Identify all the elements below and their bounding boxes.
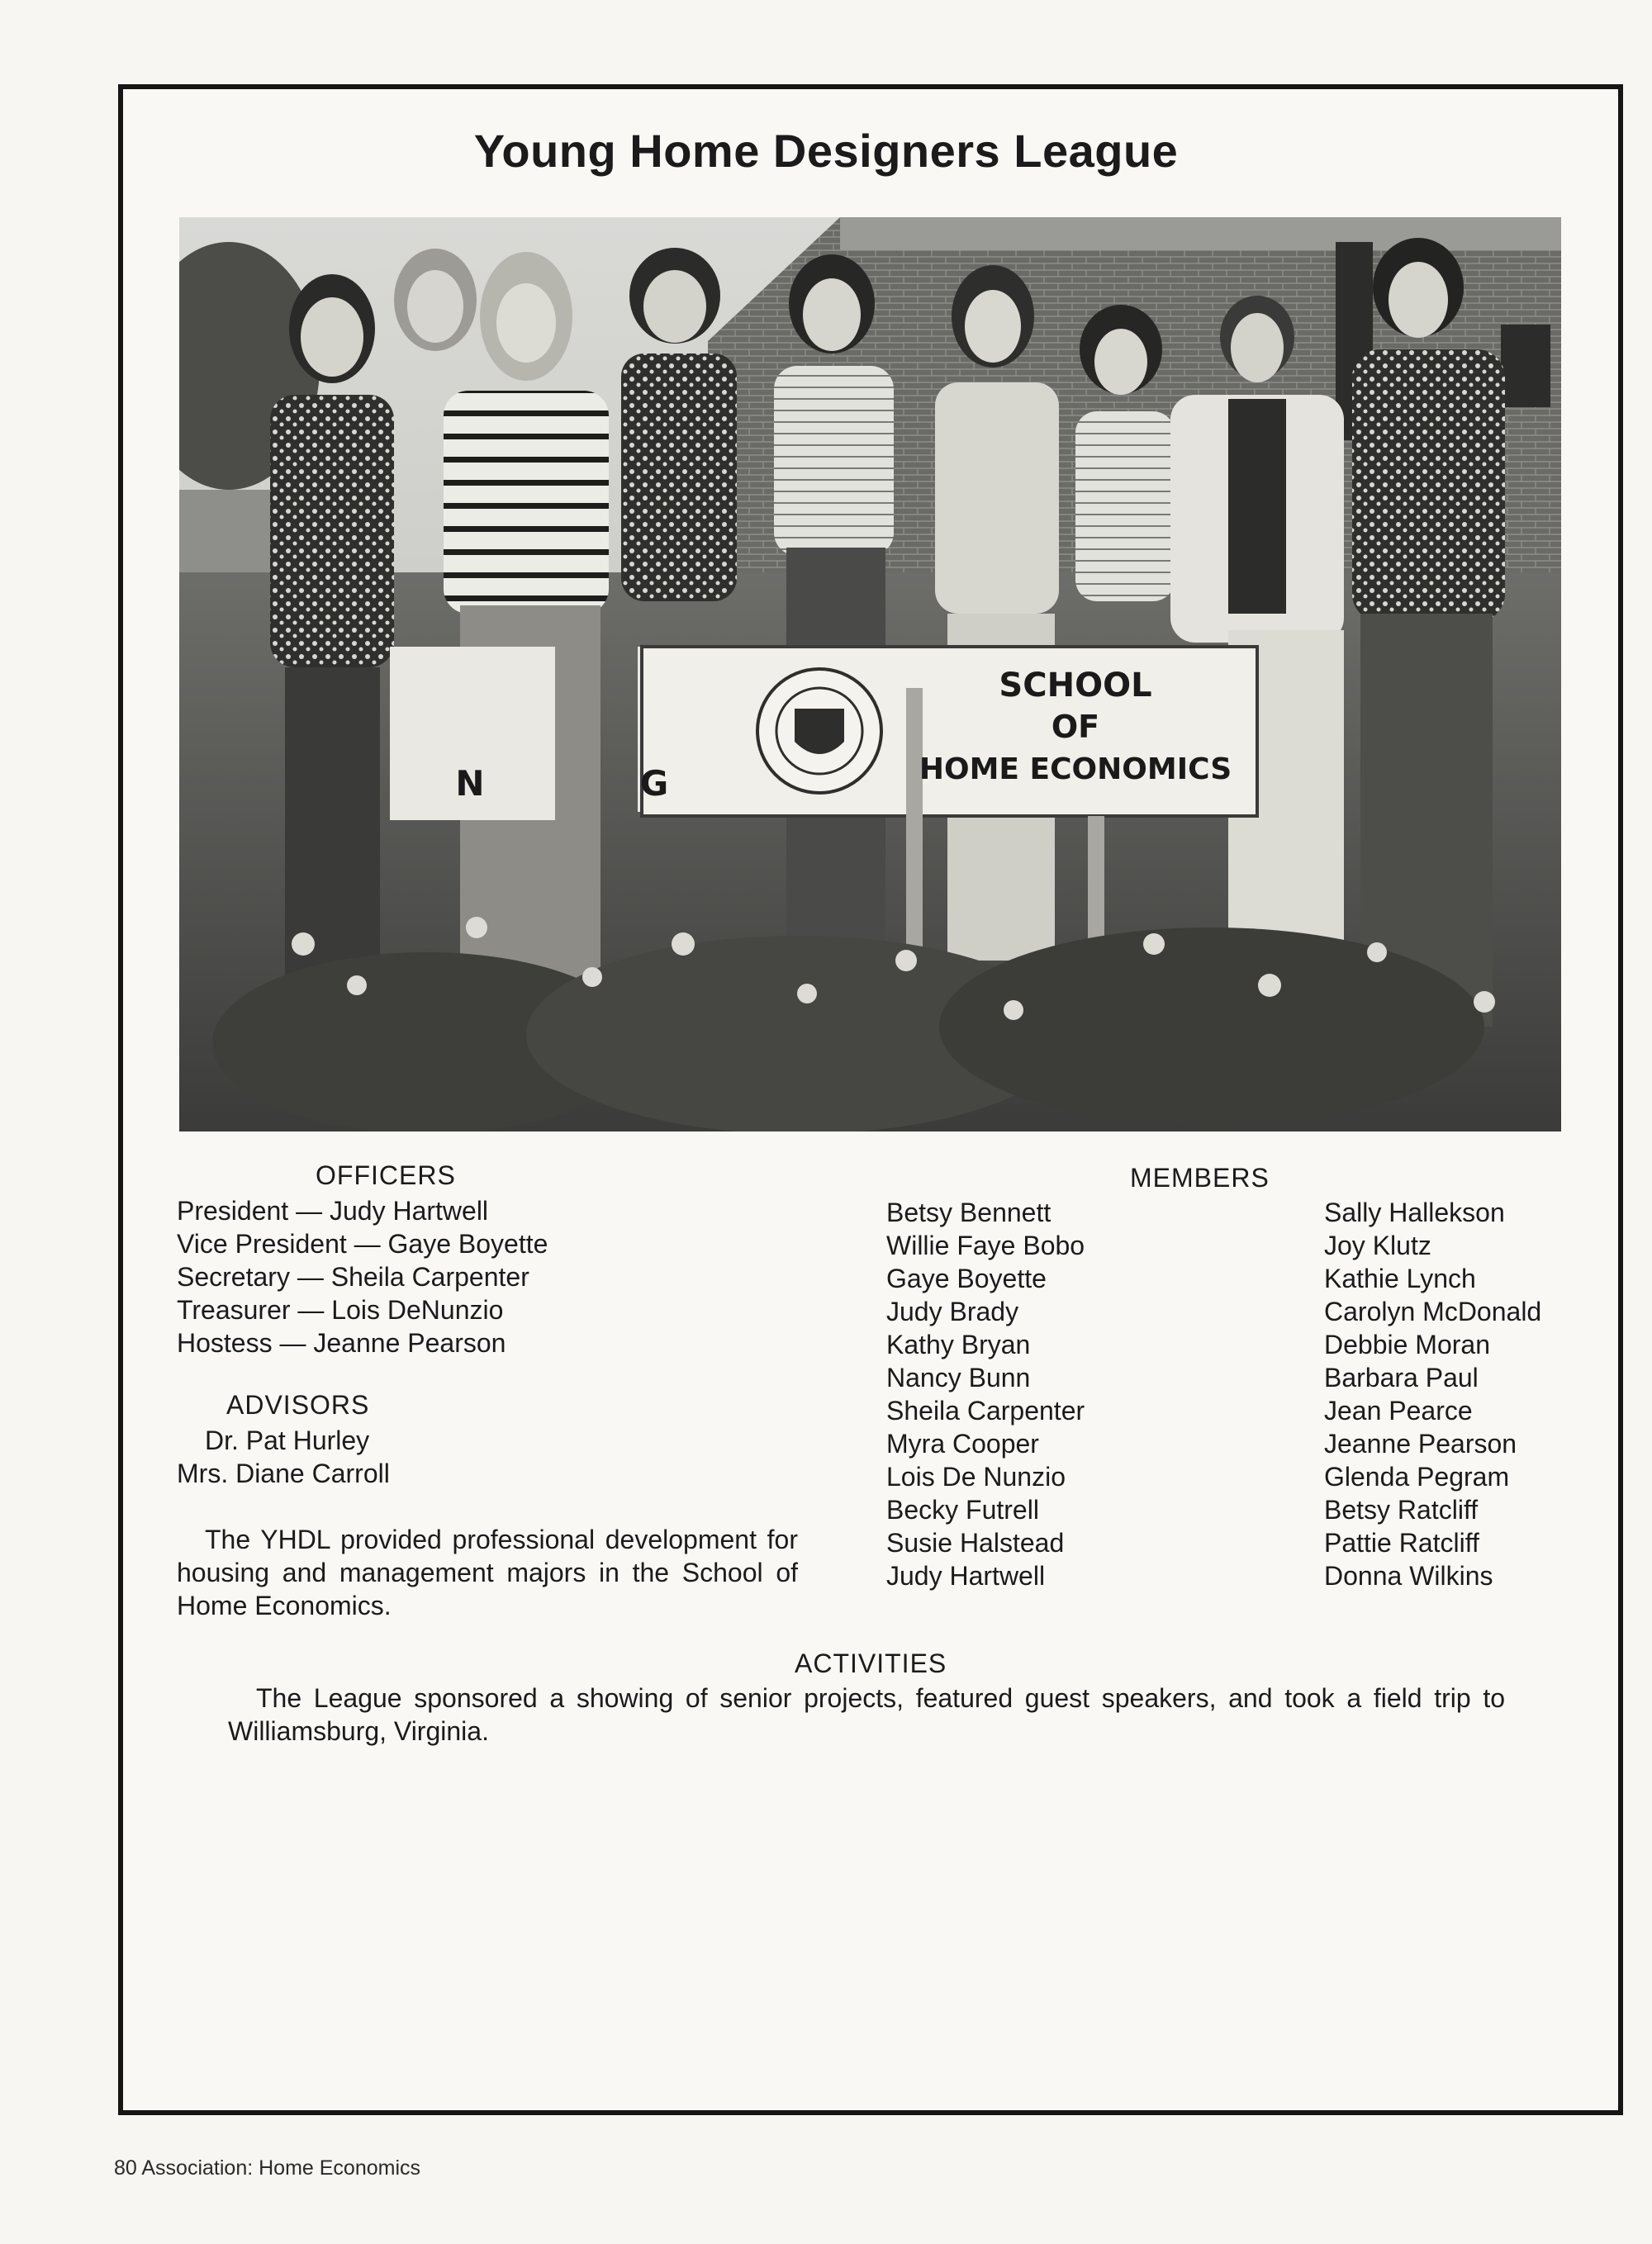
list-item: Joy Klutz — [1324, 1231, 1431, 1260]
officer-president: President — Judy Hartwell — [177, 1196, 489, 1226]
list-item: Myra Cooper — [886, 1429, 1039, 1459]
officer-treasurer: Treasurer — Lois DeNunzio — [177, 1295, 504, 1325]
activities-heading: ACTIVITIES — [795, 1649, 947, 1678]
list-item: Susie Halstead — [886, 1528, 1065, 1558]
members-column-2 — [1324, 1196, 1541, 1592]
list-item: Debbie Moran — [1324, 1330, 1490, 1359]
sign-left-letter-2: G — [639, 763, 669, 804]
list-item: Betsy Bennett — [886, 1198, 1051, 1227]
activities-text: The League sponsored a showing of senior projects, featured guest speakers, and took a field trip to Williamsburg, Virginia. — [228, 1683, 1505, 1746]
building-window — [1501, 325, 1550, 407]
list-item: Sheila Carpenter — [886, 1396, 1085, 1426]
list-item: Nancy Bunn — [886, 1363, 1031, 1392]
page-title: Young Home Designers League — [473, 125, 1179, 177]
advisor-1: Dr. Pat Hurley — [205, 1426, 370, 1455]
sign-left-letter-1: N — [455, 763, 485, 804]
list-item: Gaye Boyette — [886, 1264, 1047, 1293]
members-column-1 — [886, 1196, 1085, 1592]
officer-hostess: Hostess — Jeanne Pearson — [177, 1328, 506, 1358]
list-item: Betsy Ratcliff — [1324, 1495, 1479, 1525]
list-item: Judy Brady — [886, 1297, 1019, 1326]
list-item: Donna Wilkins — [1324, 1561, 1493, 1591]
members-heading: MEMBERS — [1130, 1163, 1270, 1193]
list-item: Lois De Nunzio — [886, 1462, 1066, 1492]
list-item: Glenda Pegram — [1324, 1462, 1510, 1492]
list-item: Barbara Paul — [1324, 1363, 1479, 1392]
advisor-2: Mrs. Diane Carroll — [177, 1459, 390, 1488]
page-footer: 80 Association: Home Economics — [114, 2156, 421, 2180]
list-item: Willie Faye Bobo — [886, 1231, 1085, 1260]
list-item: Kathie Lynch — [1324, 1264, 1476, 1293]
list-item: Judy Hartwell — [886, 1561, 1046, 1591]
league-description: The YHDL provided professional development for housing and management majors in the School of Home Economics. — [177, 1525, 798, 1620]
list-item: Pattie Ratcliff — [1324, 1528, 1479, 1558]
list-item: Sally Hallekson — [1324, 1198, 1505, 1227]
list-item: Becky Futrell — [886, 1495, 1039, 1525]
sign-line-1: SCHOOL — [999, 667, 1152, 705]
list-item: Kathy Bryan — [886, 1330, 1031, 1359]
officer-secretary: Secretary — Sheila Carpenter — [177, 1262, 529, 1292]
sign-line-3: HOME ECONOMICS — [919, 752, 1232, 786]
list-item: Carolyn McDonald — [1324, 1297, 1542, 1326]
officer-vice-president: Vice President — Gaye Boyette — [177, 1229, 548, 1259]
list-item: Jean Pearce — [1324, 1396, 1473, 1426]
list-item: Jeanne Pearson — [1324, 1429, 1517, 1459]
group-photo — [179, 217, 1561, 1131]
advisors-heading: ADVISORS — [226, 1390, 370, 1420]
officers-heading: OFFICERS — [316, 1160, 456, 1190]
sign-line-2: OF — [1051, 709, 1100, 745]
